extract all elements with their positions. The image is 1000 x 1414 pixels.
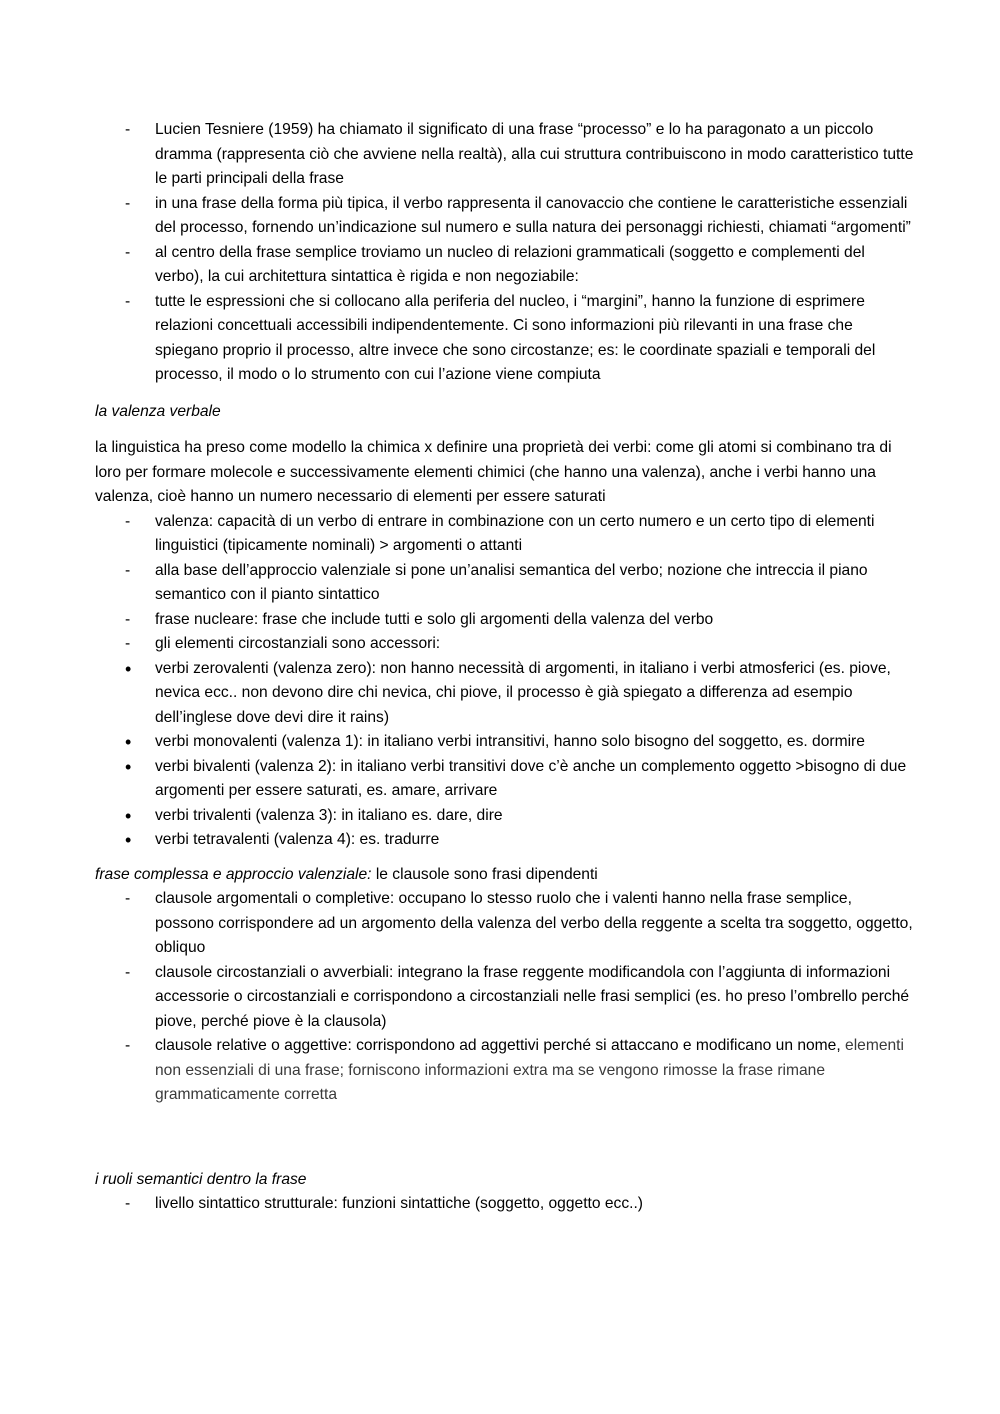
dash-marker: - xyxy=(125,890,131,907)
bullet-list-valenza xyxy=(95,510,915,853)
list-item-text: valenza: capacità di un verbo di entrare in combinazione con un certo numero e un certo tipo di elementi linguistici (tipicamente nominali) > argomenti o attanti xyxy=(155,512,875,554)
list-item-text: al centro della frase semplice troviamo un nucleo di relazioni grammaticali (soggetto e complementi del verbo), la cui architettura sintattica è rigida e non negoziabile: xyxy=(155,243,865,285)
dash-marker: - xyxy=(125,963,131,981)
list-item xyxy=(95,241,915,290)
list-item xyxy=(95,510,915,559)
list-item-text: in una frase della forma più tipica, il verbo rappresenta il canovaccio che contiene le caratteristiche essenziali del processo, fornendo un’indicazione sul numero e sulla natura dei personaggi richiesti, chiamati “argomenti” xyxy=(155,194,911,236)
section-heading-frase-complessa xyxy=(95,863,915,888)
list-item-text: tutte le espressioni che si collocano alla periferia del nucleo, i “margini”, hanno la funzione di esprimere relazioni concettuali accessibili indipendentemente. Ci sono informazioni più rilevanti in una frase che spiegano proprio il processo, altre invece che sono circostanze; es: le coordinate spaziali e temporali del processo, il modo o lo strumento con cui l’azione viene compiuta xyxy=(155,292,876,383)
list-item-text: Lucien Tesniere (1959) ha chiamato il significato di una frase “processo” e lo ha paragonato a un piccolo dramma (rappresenta ciò che avviene nella realtà), alla cui struttura contribuiscono in modo caratteristico tutte le parti principali della frase xyxy=(155,121,914,187)
list-item-text: verbi bivalenti (valenza 2): in italiano verbi transitivi dove c’è anche un complemento oggetto >bisogno di due argomenti per essere saturati, es. amare, arrivare xyxy=(155,757,907,799)
list-item xyxy=(95,1192,915,1217)
list-item-text-continued: elementi non essenziali di una frase; forniscono informazioni extra ma se vengono rimosse la frase rimane grammaticamente corretta xyxy=(155,1037,904,1103)
heading-normal-part: le clausole sono frasi dipendenti xyxy=(371,865,598,883)
section-heading-valenza: la valenza verbale xyxy=(95,402,221,420)
bullet-list-clausole xyxy=(95,887,915,1108)
list-item-text: gli elementi circostanziali sono accessori: xyxy=(155,635,441,652)
list-item xyxy=(95,755,915,804)
document-content xyxy=(95,118,915,1217)
list-item xyxy=(95,657,915,731)
list-item xyxy=(95,961,915,1035)
list-item-text: verbi tetravalenti (valenza 4): es. tradurre xyxy=(155,831,440,848)
bullet-dot-marker: • xyxy=(125,805,132,826)
dash-marker: - xyxy=(125,1195,131,1212)
list-item xyxy=(95,828,915,853)
bullet-dot-marker: • xyxy=(125,732,132,752)
dash-marker: - xyxy=(125,512,131,530)
list-item-text: clausole circostanziali o avverbiali: integrano la frase reggente modificandola con l’aggiunta di informazioni accessorie o circostanziali e corrispondono a circostanziali nelle frasi semplici (es. ho preso l’ombrello perché piove, perché piove è la clausola) xyxy=(155,963,910,1030)
list-item xyxy=(95,730,915,755)
list-item xyxy=(95,1034,915,1108)
list-item xyxy=(95,804,915,829)
list-item-text: verbi zerovalenti (valenza zero): non hanno necessità di argomenti, in italiano i verbi atmosferici (es. piove, nevica ecc.. non devono dire chi nevica, chi piove, il processo è già spiegato a differenza ad esempio dell’inglese dove devi dire it rains) xyxy=(155,659,891,726)
list-item xyxy=(95,559,915,608)
bullet-list-ruoli xyxy=(95,1192,915,1217)
list-item-text: livello sintattico strutturale: funzioni sintattiche (soggetto, oggetto ecc..) xyxy=(155,1195,643,1212)
list-item xyxy=(95,192,915,241)
bullet-list-tesniere xyxy=(95,118,915,388)
bullet-dot-marker: • xyxy=(125,658,132,679)
dash-marker: - xyxy=(125,121,131,138)
list-item-text: verbi trivalenti (valenza 3): in italiano es. dare, dire xyxy=(155,806,503,824)
list-item-text: clausole argomentali o completive: occupano lo stesso ruolo che i valenti hanno nella frase semplice, possono corrispondere ad un argomento della valenza del verbo della reggente a scelta tra soggetto, oggetto, obliquo xyxy=(155,890,913,956)
dash-marker: - xyxy=(125,561,131,579)
dash-marker: - xyxy=(125,292,131,310)
dash-marker: - xyxy=(125,1037,131,1054)
bullet-dot-marker: • xyxy=(125,830,132,850)
list-item-text: frase nucleare: frase che include tutti e solo gli argomenti della valenza del verbo xyxy=(155,610,714,628)
list-item-text: alla base dell’approccio valenziale si pone un’analisi semantica del verbo; nozione che intreccia il piano semantico con il pianto sintattico xyxy=(155,561,868,603)
dash-marker: - xyxy=(125,610,131,628)
paragraph-valenza: la linguistica ha preso come modello la chimica x definire una proprietà dei verbi: come gli atomi si combinano tra di loro per formare molecole e successivamente elementi chimici (che hanno una valenza), anche i verbi hanno una valenza, cioè hanno un numero necessario di elementi per essere saturati xyxy=(95,439,892,505)
list-item xyxy=(95,887,915,961)
dash-marker: - xyxy=(125,243,131,261)
bullet-dot-marker: • xyxy=(125,756,132,777)
dash-marker: - xyxy=(125,194,131,212)
list-item xyxy=(95,608,915,633)
list-item xyxy=(95,290,915,388)
section-heading-ruoli-semantici: i ruoli semantici dentro la frase xyxy=(95,1170,307,1188)
list-item-text: clausole relative o aggettive: corrispondono ad aggettivi perché si attaccano e modificano un nome, xyxy=(155,1037,841,1054)
dash-marker: - xyxy=(125,635,131,652)
list-item-text: verbi monovalenti (valenza 1): in italiano verbi intransitivi, hanno solo bisogno del soggetto, es. dormire xyxy=(155,733,865,750)
list-item xyxy=(95,118,915,192)
heading-italic-part: frase complessa e approccio valenziale: xyxy=(95,865,372,883)
list-item xyxy=(95,632,915,657)
